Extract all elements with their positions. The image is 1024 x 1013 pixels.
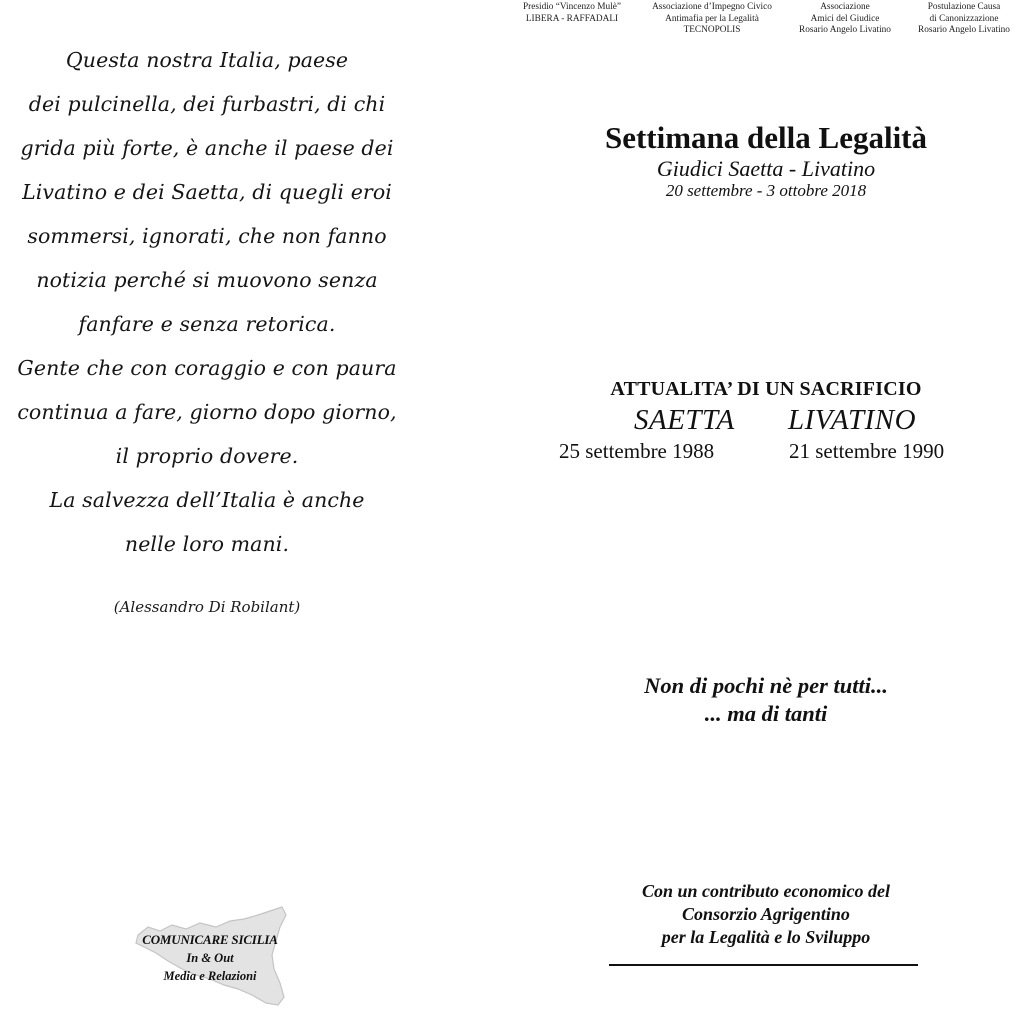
org-line: Associazione d’Impegno Civico	[652, 2, 772, 12]
org-line: Rosario Angelo Livatino	[918, 25, 1010, 35]
poem-line: notizia perché si muovono senza	[36, 268, 378, 292]
sacrifice-heading: ATTUALITA’ DI UN SACRIFICIO	[610, 378, 922, 400]
judge-date-livatino: 21 settembre 1990	[789, 439, 945, 463]
org-line: TECNOPOLIS	[683, 25, 741, 35]
org-line: Postulazione Causa	[927, 2, 1001, 12]
org-line: Rosario Angelo Livatino	[799, 25, 891, 35]
org-tecnopolis	[644, 2, 780, 37]
poem-line: nelle loro mani.	[124, 532, 290, 556]
motto-line: ... ma di tanti	[704, 701, 828, 726]
org-presidio-libera	[510, 2, 634, 25]
poem	[0, 38, 414, 566]
poem-line: Livatino e dei Saetta, di quegli eroi	[22, 180, 392, 204]
org-line: Associazione	[820, 2, 870, 12]
event-title-block	[560, 118, 972, 201]
logo-tagline: Media e Relazioni	[163, 969, 257, 983]
judge-name-saetta: SAETTA	[634, 404, 735, 436]
poem-line: sommersi, ignorati, che non fanno	[27, 224, 387, 248]
poem-line: continua a fare, giorno dopo giorno,	[17, 400, 397, 424]
poem-line: Questa nostra Italia, paese	[65, 48, 349, 72]
poem-line: dei pulcinella, dei furbastri, di chi	[28, 92, 386, 116]
org-postulazione-causa	[906, 2, 1022, 37]
organizations-header	[510, 2, 1024, 42]
comunicare-sicilia-logo	[130, 905, 290, 1010]
poem-line: Gente che con coraggio e con paura	[17, 356, 397, 380]
org-line: Antimafia per la Legalità	[665, 13, 759, 24]
judge-name-livatino: LIVATINO	[788, 404, 917, 436]
judge-date-saetta: 25 settembre 1988	[559, 439, 715, 463]
motto-line: Non di pochi nè per tutti...	[644, 673, 888, 698]
poem-line: La salvezza dell’Italia è anche	[49, 488, 365, 512]
org-line: Presidio “Vincenzo Mulè”	[522, 2, 622, 12]
poem-line: fanfare e senza retorica.	[78, 312, 336, 336]
org-line: Amici del Giudice	[810, 13, 880, 24]
logo-subtitle: In & Out	[186, 951, 234, 965]
event-subtitle: Giudici Saetta - Livatino	[656, 156, 876, 181]
sponsor-line: Consorzio Agrigentino	[682, 904, 850, 924]
event-title: Settimana della Legalità	[604, 120, 928, 155]
divider-rule	[609, 964, 918, 966]
motto	[560, 672, 972, 728]
sponsor-line: Con un contributo economico del	[641, 881, 891, 901]
poem-citation: (Alessandro Di Robilant)	[113, 598, 301, 616]
poem-line: grida più forte, è anche il paese dei	[20, 136, 394, 160]
sponsor-line: per la Legalità e lo Sviluppo	[661, 927, 871, 947]
logo-title: COMUNICARE SICILIA	[142, 932, 278, 947]
org-amici-del-giudice	[790, 2, 900, 37]
sponsor-note	[560, 880, 972, 949]
event-dates: 20 settembre - 3 ottobre 2018	[665, 181, 867, 200]
org-line: LIBERA - RAFFADALI	[525, 13, 619, 24]
poem-line: il proprio dovere.	[115, 444, 299, 468]
org-line: di Canonizzazione	[929, 13, 999, 24]
